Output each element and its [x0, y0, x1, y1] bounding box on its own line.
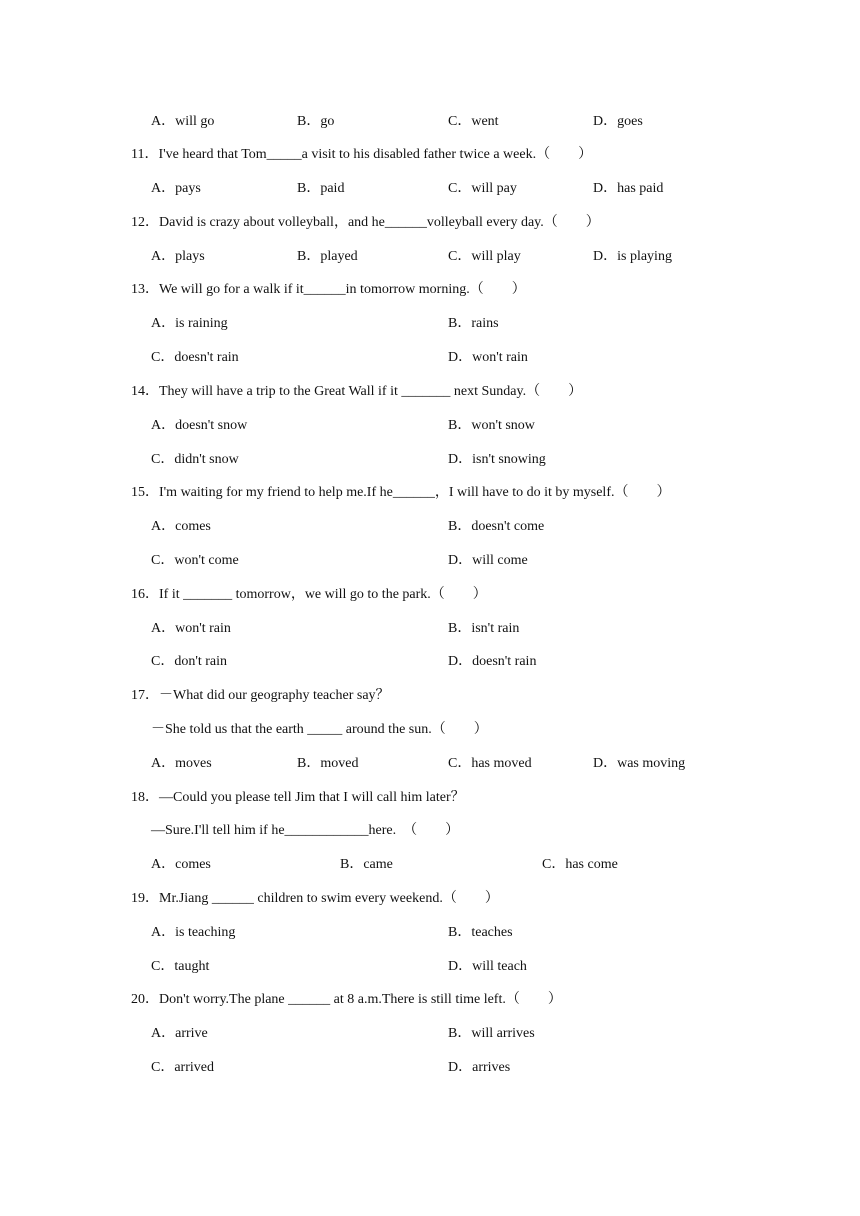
- q17-stem: 17．－What did our geography teacher say？: [131, 688, 390, 703]
- q11-option-b[interactable]: B．paid: [297, 181, 345, 196]
- q11-stem: 11．I've heard that Tom_____a visit to his disabled father twice a week.（ ）: [131, 147, 593, 162]
- q13-option-a[interactable]: A．is raining: [151, 316, 228, 331]
- q12-stem: 12．David is crazy about volleyball，and he______volleyball every day.（ ）: [131, 215, 600, 230]
- q17-option-b[interactable]: B．moved: [297, 756, 359, 771]
- q18-option-a[interactable]: A．comes: [151, 857, 211, 872]
- q11-option-d[interactable]: D．has paid: [593, 181, 664, 196]
- q12-option-a[interactable]: A．plays: [151, 249, 205, 264]
- q10-option-d[interactable]: D．goes: [593, 114, 643, 129]
- q13-option-d[interactable]: D．won't rain: [448, 350, 528, 365]
- q19-option-d[interactable]: D．will teach: [448, 959, 527, 974]
- q15-option-d[interactable]: D．will come: [448, 553, 528, 568]
- q14-option-c[interactable]: C．didn't snow: [151, 452, 239, 467]
- q17-option-d[interactable]: D．was moving: [593, 756, 686, 771]
- q14-option-d[interactable]: D．isn't snowing: [448, 452, 546, 467]
- q20-option-d[interactable]: D．arrives: [448, 1060, 511, 1075]
- q12-option-b[interactable]: B．played: [297, 249, 358, 264]
- q18-option-b[interactable]: B．came: [340, 857, 393, 872]
- q18-option-c[interactable]: C．has come: [542, 857, 618, 872]
- q14-option-a[interactable]: A．doesn't snow: [151, 418, 248, 433]
- q17-stem-reply: －She told us that the earth _____ around the sun.（ ）: [151, 722, 488, 737]
- q18-stem: 18．—Could you please tell Jim that I will call him later？: [131, 790, 465, 805]
- q16-option-b[interactable]: B．isn't rain: [448, 621, 520, 636]
- q11-option-a[interactable]: A．pays: [151, 181, 201, 196]
- q19-stem: 19．Mr.Jiang ______ children to swim every weekend.（ ）: [131, 891, 499, 906]
- q19-option-b[interactable]: B．teaches: [448, 925, 513, 940]
- q16-stem: 16．If it _______ tomorrow，we will go to the park.（ ）: [131, 587, 487, 602]
- q18-stem-reply: —Sure.I'll tell him if he____________here. （ ）: [151, 823, 460, 838]
- q10-option-b[interactable]: B．go: [297, 114, 335, 129]
- q15-option-b[interactable]: B．doesn't come: [448, 519, 545, 534]
- q12-option-c[interactable]: C．will play: [448, 249, 521, 264]
- q15-option-a[interactable]: A．comes: [151, 519, 211, 534]
- q16-option-c[interactable]: C．don't rain: [151, 654, 228, 669]
- q15-stem: 15．I'm waiting for my friend to help me.If he______，I will have to do it by myself.（ ）: [131, 485, 671, 500]
- q11-option-c[interactable]: C．will pay: [448, 181, 517, 196]
- q13-stem: 13．We will go for a walk if it______in tomorrow morning.（ ）: [131, 282, 526, 297]
- q14-option-b[interactable]: B．won't snow: [448, 418, 535, 433]
- q15-option-c[interactable]: C．won't come: [151, 553, 239, 568]
- q20-option-c[interactable]: C．arrived: [151, 1060, 214, 1075]
- q19-option-a[interactable]: A．is teaching: [151, 925, 236, 940]
- q19-option-c[interactable]: C．taught: [151, 959, 210, 974]
- q12-option-d[interactable]: D．is playing: [593, 249, 672, 264]
- q16-option-d[interactable]: D．doesn't rain: [448, 654, 537, 669]
- q20-option-b[interactable]: B．will arrives: [448, 1026, 535, 1041]
- q14-stem: 14．They will have a trip to the Great Wall if it _______ next Sunday.（ ）: [131, 384, 583, 399]
- q16-option-a[interactable]: A．won't rain: [151, 621, 231, 636]
- q10-option-a[interactable]: A．will go: [151, 114, 215, 129]
- q20-option-a[interactable]: A．arrive: [151, 1026, 208, 1041]
- q13-option-b[interactable]: B．rains: [448, 316, 499, 331]
- q13-option-c[interactable]: C．doesn't rain: [151, 350, 239, 365]
- q20-stem: 20．Don't worry.The plane ______ at 8 a.m.There is still time left.（ ）: [131, 992, 562, 1007]
- q17-option-c[interactable]: C．has moved: [448, 756, 532, 771]
- q17-option-a[interactable]: A．moves: [151, 756, 212, 771]
- q10-option-c[interactable]: C．went: [448, 114, 499, 129]
